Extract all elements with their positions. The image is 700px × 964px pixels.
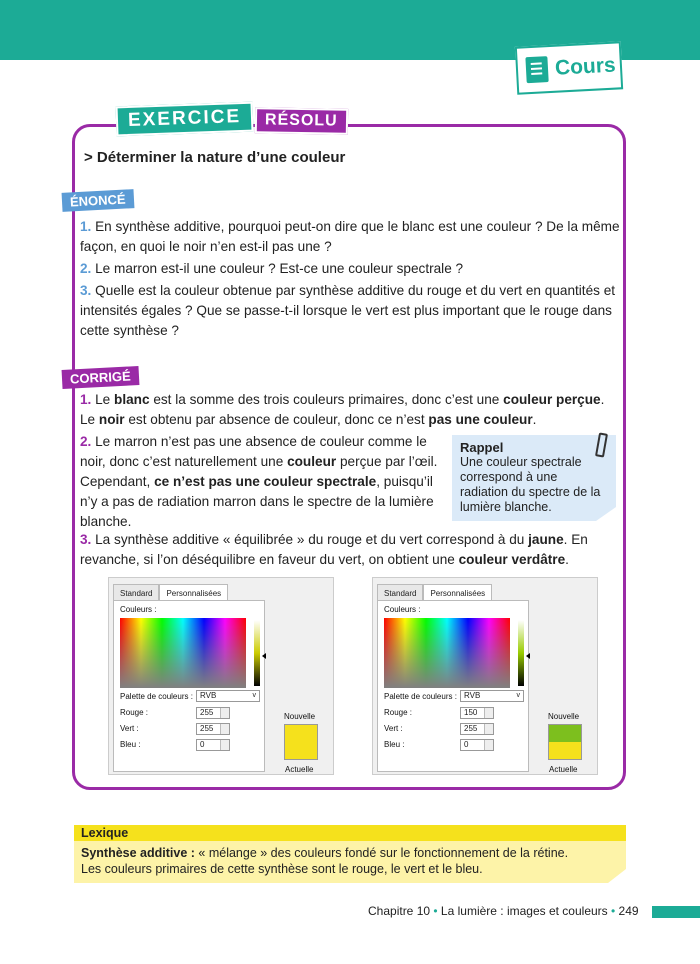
- rouge-input[interactable]: 150: [460, 707, 494, 719]
- cours-badge: [515, 41, 623, 94]
- tab-standard[interactable]: Standard: [113, 584, 159, 602]
- question-3: 3. Quelle est la couleur obtenue par synthèse additive du rouge et du vert en quantités et intensités égales ? Que se passe-t-il lorsque le vert est plus important que le rouge dans cette synthèse ?: [80, 283, 616, 338]
- lexique-def2: Les couleurs primaires de cette synthèse sont le rouge, le vert et le bleu.: [81, 862, 483, 876]
- rappel-title: Rappel: [460, 440, 504, 455]
- book-icon: [525, 56, 548, 83]
- bleu-input[interactable]: 0: [460, 739, 494, 751]
- answer-3: 3. La synthèse additive « équilibrée » du rouge et du vert correspond à du jaune. En revanche, si l’on déséquilibre en faveur du vert, on obtient une couleur verdâtre.: [80, 532, 588, 567]
- rouge-input[interactable]: 255: [196, 707, 230, 719]
- answer-2: 2. Le marron n’est pas une absence de couleur comme le noir, donc c’est naturellement une couleur perçue par l’œil. Cependant, ce n’est pas une couleur spectrale, puisqu’il n’y a pas de radiation marron dans le spectre de la lumière blanche.: [80, 434, 438, 529]
- rappel-body: Une couleur spectrale correspond à une radiation du spectre de la lumière blanche.: [460, 455, 601, 514]
- actuelle-label: Actuelle: [285, 765, 314, 774]
- bleu-label: Bleu :: [384, 740, 405, 749]
- page-footer: Chapitre 10 • La lumière : images et couleurs • 249: [368, 904, 639, 918]
- color-spectrum[interactable]: [384, 618, 510, 688]
- question-1: 1. En synthèse additive, pourquoi peut-on dire que le blanc est une couleur ? De la même façon, en quoi le noir n’en est-il pas une ?: [80, 219, 620, 254]
- slider-arrow-icon[interactable]: [526, 653, 530, 659]
- tab-standard[interactable]: Standard: [377, 584, 423, 602]
- palette-select[interactable]: RVB v: [196, 690, 260, 702]
- rouge-label: Rouge :: [384, 708, 413, 717]
- answer-1: 1. Le blanc est la somme des trois couleurs primaires, donc c’est une couleur perçue. Le noir est obtenu par absence de couleur, donc ce n’est pas une couleur.: [80, 392, 605, 427]
- nouvelle-label: Nouvelle: [548, 712, 580, 721]
- lexique-body: Synthèse additive : « mélange » des couleurs fondé sur le fonctionnement de la rétine. Les couleurs primaires de cette synthèse sont le rouge, le vert et le bleu.: [81, 846, 569, 876]
- exercise-subtitle: > Déterminer la nature d’une couleur: [84, 149, 346, 166]
- vert-label: Vert :: [384, 724, 403, 733]
- exercise-title-part1: EXERCICE: [116, 102, 254, 137]
- lexique-term: Synthèse additive :: [81, 846, 195, 860]
- slider-arrow-icon[interactable]: [262, 653, 266, 659]
- palette-select[interactable]: RVB v: [460, 690, 524, 702]
- lexique-box: [74, 825, 626, 883]
- tab-personnalisees[interactable]: Personnalisées: [159, 584, 228, 602]
- couleurs-label: Couleurs :: [120, 605, 157, 614]
- exercise-title: [116, 106, 348, 134]
- page-fold: [596, 507, 616, 521]
- question-2: 2. Le marron est-il une couleur ? Est-ce une couleur spectrale ?: [80, 261, 464, 276]
- corrige-tag: CORRIGÉ: [62, 366, 140, 389]
- luminance-slider[interactable]: [254, 620, 260, 686]
- vert-input[interactable]: 255: [196, 723, 230, 735]
- palette-label: Palette de couleurs :: [384, 692, 457, 701]
- couleurs-label: Couleurs :: [384, 605, 421, 614]
- tab-personnalisees[interactable]: Personnalisées: [423, 584, 492, 602]
- rouge-label: Rouge :: [120, 708, 149, 717]
- bleu-input[interactable]: 0: [196, 739, 230, 751]
- nouvelle-actuelle-swatch: [284, 724, 318, 760]
- vert-input[interactable]: 255: [460, 723, 494, 735]
- vert-label: Vert :: [120, 724, 139, 733]
- luminance-slider[interactable]: [518, 620, 524, 686]
- page-fold: [608, 869, 626, 883]
- color-dialog-2: [372, 577, 598, 775]
- nouvelle-actuelle-swatch: [548, 724, 582, 760]
- nouvelle-label: Nouvelle: [284, 712, 316, 721]
- bleu-label: Bleu :: [120, 740, 141, 749]
- rappel-box: [452, 435, 616, 521]
- cours-label: Cours: [554, 53, 617, 80]
- enonce-tag: ÉNONCÉ: [62, 189, 135, 212]
- color-spectrum[interactable]: [120, 618, 246, 688]
- actuelle-label: Actuelle: [549, 765, 578, 774]
- lexique-title: Lexique: [74, 825, 626, 841]
- footer-bar: [652, 906, 700, 918]
- palette-label: Palette de couleurs :: [120, 692, 193, 701]
- exercise-title-part2: RÉSOLU: [255, 107, 348, 135]
- page-number: 249: [618, 904, 639, 918]
- color-dialog-1: [108, 577, 334, 775]
